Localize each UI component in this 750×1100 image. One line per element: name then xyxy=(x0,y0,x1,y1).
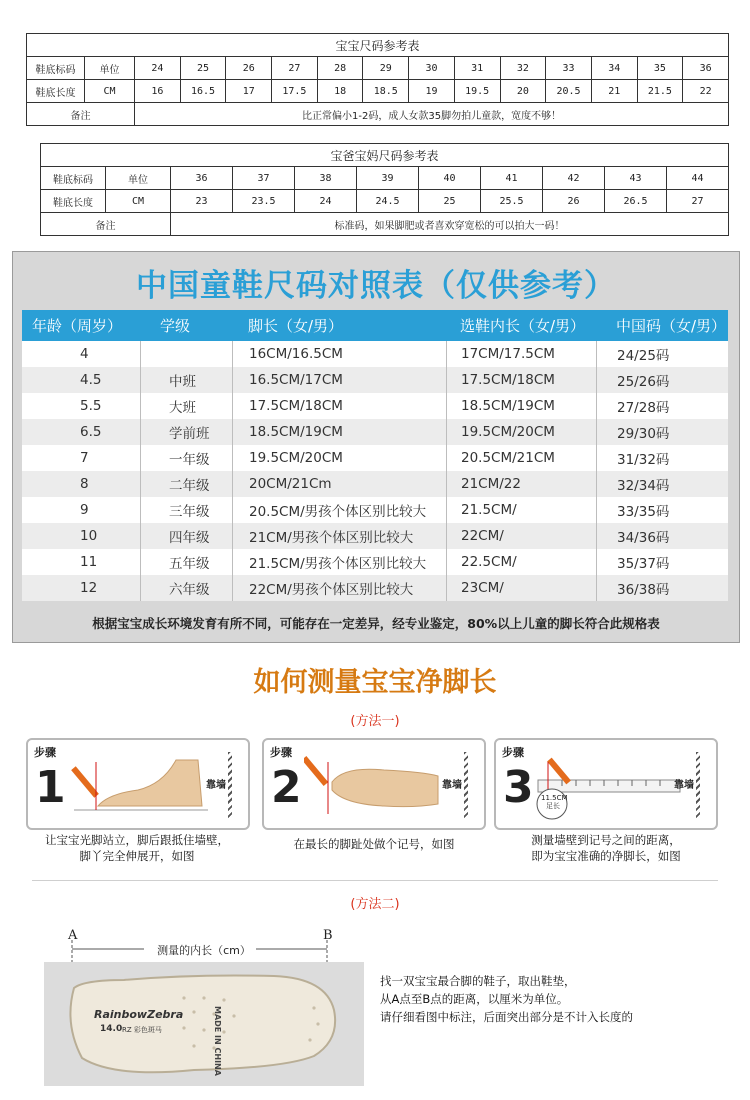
parent-size-table xyxy=(40,143,729,236)
row-label: 鞋底标码 xyxy=(27,57,85,80)
step-2-panel xyxy=(262,738,486,830)
inner-length-cell: 17.5CM/18CM xyxy=(446,367,596,393)
foot-length-cell: 16CM/16.5CM xyxy=(232,341,446,367)
grade-cell: 六年级 xyxy=(140,575,232,601)
size-cell: 31 xyxy=(454,57,500,80)
unit-label: CM xyxy=(85,80,135,103)
tag-value: 11.5CM xyxy=(541,794,568,802)
table-row xyxy=(22,341,728,367)
size-cell: 42 xyxy=(543,167,605,190)
grade-cell: 五年级 xyxy=(140,549,232,575)
grade-cell: 一年级 xyxy=(140,445,232,471)
foot-length-cell: 16.5CM/17CM xyxy=(232,367,446,393)
unit-label: 单位 xyxy=(106,167,171,190)
age-cell: 4 xyxy=(80,346,89,362)
unit-label: 单位 xyxy=(85,57,135,80)
table-row xyxy=(22,419,728,445)
method-two-desc-1: 找一双宝宝最合脚的鞋子，取出鞋垫， xyxy=(380,974,576,988)
size-cell: 24.5 xyxy=(357,190,419,213)
header-inner-length: 选鞋内长（女/男） xyxy=(460,317,586,335)
size-cell: 16 xyxy=(135,80,181,103)
grade-cell: 中班 xyxy=(140,367,232,393)
unit-label: CM xyxy=(106,190,171,213)
china-size-cell: 29/30码 xyxy=(596,419,728,445)
grade-cell: 大班 xyxy=(140,393,232,419)
step-1-panel xyxy=(26,738,250,830)
wall-label: 靠墙 xyxy=(206,780,226,791)
baby-table-note: 比正常偏小1-2码，成人女款35脚勿拍儿童款，宽度不够！ xyxy=(135,103,729,126)
header-age: 年龄（周岁） xyxy=(32,317,123,335)
table-row xyxy=(22,471,728,497)
insole-made-in: MADE IN CHINA xyxy=(213,1006,222,1076)
table-row xyxy=(22,393,728,419)
inner-length-cell: 21CM/22 xyxy=(446,471,596,497)
baby-table-title: 宝宝尺码参考表 xyxy=(27,34,729,57)
china-size-cell: 32/34码 xyxy=(596,471,728,497)
baby-size-table xyxy=(26,33,729,126)
size-cell: 18 xyxy=(317,80,363,103)
caption-line: 脚丫完全伸展开，如图 xyxy=(79,849,195,863)
size-cell: 23 xyxy=(171,190,233,213)
size-cell: 25 xyxy=(419,190,481,213)
age-cell: 4.5 xyxy=(80,372,102,388)
age-cell: 9 xyxy=(80,502,89,518)
inner-length-cell: 22.5CM/ xyxy=(446,549,596,575)
inner-length-label: 测量的内长（cm） xyxy=(157,944,251,957)
foot-length-cell: 18.5CM/19CM xyxy=(232,419,446,445)
wall-label: 靠墙 xyxy=(674,780,694,791)
caption-line: 在最长的脚趾处做个记号，如图 xyxy=(293,837,455,851)
china-size-cell: 24/25码 xyxy=(596,341,728,367)
step-2-caption xyxy=(262,836,486,852)
size-cell: 20.5 xyxy=(546,80,592,103)
header-grade: 学级 xyxy=(160,317,191,335)
insole-sub: RZ 彩色斑马 xyxy=(122,1026,162,1034)
size-cell: 23.5 xyxy=(233,190,295,213)
insole-graphic xyxy=(44,928,364,1088)
step-number: 3 xyxy=(503,762,534,813)
size-cell: 40 xyxy=(419,167,481,190)
size-cell: 26 xyxy=(226,57,272,80)
caption-line: 让宝宝光脚站立，脚后跟抵住墙壁， xyxy=(45,833,229,847)
foot-length-cell: 22CM/男孩个体区别比较大 xyxy=(232,575,446,601)
size-cell: 17 xyxy=(226,80,272,103)
inner-length-cell: 22CM/ xyxy=(446,523,596,549)
china-size-cell: 25/26码 xyxy=(596,367,728,393)
wall-marker xyxy=(696,752,700,818)
size-cell: 20 xyxy=(500,80,546,103)
age-cell: 5.5 xyxy=(80,398,102,414)
method-two-label: (方法二) xyxy=(350,897,400,912)
row-label: 鞋底标码 xyxy=(41,167,106,190)
step-number: 1 xyxy=(35,762,66,813)
wall-marker xyxy=(464,752,468,818)
size-cell: 26 xyxy=(543,190,605,213)
age-cell: 6.5 xyxy=(80,424,102,440)
step-number: 2 xyxy=(271,762,302,813)
insole-brand: RainbowZebra xyxy=(94,1008,184,1021)
size-cell: 27 xyxy=(272,57,318,80)
size-cell: 30 xyxy=(409,57,455,80)
china-size-cell: 36/38码 xyxy=(596,575,728,601)
size-cell: 33 xyxy=(546,57,592,80)
china-table-note: 根据宝宝成长环境发育有所不同，可能存在一定差异，经专业鉴定，80%以上儿童的脚长符合此规格表 xyxy=(92,616,660,631)
size-cell: 38 xyxy=(295,167,357,190)
size-cell: 36 xyxy=(171,167,233,190)
china-table-title: 中国童鞋尺码对照表（仅供参考） xyxy=(136,268,616,304)
size-cell: 17.5 xyxy=(272,80,318,103)
size-cell: 25 xyxy=(180,57,226,80)
foot-length-cell: 19.5CM/20CM xyxy=(232,445,446,471)
grade-cell xyxy=(140,341,232,367)
size-cell: 18.5 xyxy=(363,80,409,103)
table-header xyxy=(22,310,728,341)
table-row xyxy=(22,367,728,393)
size-cell: 26.5 xyxy=(605,190,667,213)
age-cell: 7 xyxy=(80,450,89,466)
measure-tag xyxy=(541,794,568,810)
size-cell: 32 xyxy=(500,57,546,80)
inner-length-cell: 20.5CM/21CM xyxy=(446,445,596,471)
china-size-cell: 35/37码 xyxy=(596,549,728,575)
size-cell: 43 xyxy=(605,167,667,190)
point-a-label: A xyxy=(68,928,78,943)
size-cell: 27 xyxy=(667,190,729,213)
section-divider xyxy=(32,880,718,881)
step-label: 步骤 xyxy=(34,746,56,759)
grade-cell: 四年级 xyxy=(140,523,232,549)
point-b-label: B xyxy=(323,928,333,943)
inner-length-cell: 23CM/ xyxy=(446,575,596,601)
method-two-desc-3: 请仔细看图中标注，后面突出部分是不计入长度的 xyxy=(380,1010,633,1024)
parent-table-title: 宝爸宝妈尺码参考表 xyxy=(41,144,729,167)
method-two-desc-2: 从A点至B点的距离，以厘米为单位。 xyxy=(380,992,569,1006)
row-label: 鞋底长度 xyxy=(27,80,85,103)
foot-length-cell: 20CM/21Cm xyxy=(232,471,446,497)
step-3-caption xyxy=(494,832,718,864)
grade-cell: 学前班 xyxy=(140,419,232,445)
ruler-illustration xyxy=(536,754,686,822)
size-cell: 25.5 xyxy=(481,190,543,213)
tag-label: 足长 xyxy=(546,802,560,810)
note-label: 备注 xyxy=(41,213,171,236)
table-row xyxy=(22,523,728,549)
china-size-cell: 31/32码 xyxy=(596,445,728,471)
size-cell: 29 xyxy=(363,57,409,80)
table-row xyxy=(22,445,728,471)
wall-label: 靠墙 xyxy=(442,780,462,791)
foot-length-cell: 21.5CM/男孩个体区别比较大 xyxy=(232,549,446,575)
size-cell: 44 xyxy=(667,167,729,190)
size-cell: 24 xyxy=(295,190,357,213)
foot-length-cell: 21CM/男孩个体区别比较大 xyxy=(232,523,446,549)
size-cell: 34 xyxy=(591,57,637,80)
grade-cell: 三年级 xyxy=(140,497,232,523)
age-cell: 10 xyxy=(80,528,98,544)
method-one-label: (方法一) xyxy=(350,714,400,729)
age-cell: 11 xyxy=(80,554,98,570)
size-cell: 35 xyxy=(637,57,683,80)
china-size-cell: 27/28码 xyxy=(596,393,728,419)
measure-title: 如何测量宝宝净脚长 xyxy=(253,667,497,698)
insole-illustration xyxy=(44,928,364,1088)
parent-table-note: 标准码，如果脚肥或者喜欢穿宽松的可以拍大一码！ xyxy=(171,213,729,236)
insole-size: 14.0 xyxy=(100,1024,123,1034)
size-cell: 24 xyxy=(135,57,181,80)
header-foot-length: 脚长（女/男） xyxy=(248,317,344,335)
foot-length-cell: 17.5CM/18CM xyxy=(232,393,446,419)
size-cell: 41 xyxy=(481,167,543,190)
inner-length-cell: 17CM/17.5CM xyxy=(446,341,596,367)
china-size-cell: 34/36码 xyxy=(596,523,728,549)
grade-cell: 二年级 xyxy=(140,471,232,497)
china-size-cell: 33/35码 xyxy=(596,497,728,523)
table-row xyxy=(22,497,728,523)
table-row xyxy=(22,549,728,575)
size-cell: 19.5 xyxy=(454,80,500,103)
size-cell: 21.5 xyxy=(637,80,683,103)
age-cell: 8 xyxy=(80,476,89,492)
china-size-panel xyxy=(12,251,740,643)
step-1-caption xyxy=(24,832,250,864)
size-cell: 22 xyxy=(683,80,729,103)
wall-marker xyxy=(228,752,232,818)
foot-side-illustration xyxy=(68,754,218,822)
size-cell: 37 xyxy=(233,167,295,190)
inner-length-cell: 21.5CM/ xyxy=(446,497,596,523)
size-cell: 28 xyxy=(317,57,363,80)
caption-line: 即为宝宝准确的净脚长，如图 xyxy=(531,849,681,863)
table-row xyxy=(22,575,728,601)
size-cell: 19 xyxy=(409,80,455,103)
header-china-size: 中国码（女/男） xyxy=(616,317,727,335)
inner-length-cell: 19.5CM/20CM xyxy=(446,419,596,445)
size-cell: 21 xyxy=(591,80,637,103)
foot-top-illustration xyxy=(304,754,454,822)
step-label: 步骤 xyxy=(270,746,292,759)
note-label: 备注 xyxy=(27,103,135,126)
size-cell: 36 xyxy=(683,57,729,80)
caption-line: 测量墙壁到记号之间的距离， xyxy=(531,833,681,847)
size-cell: 16.5 xyxy=(180,80,226,103)
inner-length-cell: 18.5CM/19CM xyxy=(446,393,596,419)
size-cell: 39 xyxy=(357,167,419,190)
china-size-table xyxy=(22,310,728,601)
step-label: 步骤 xyxy=(502,746,524,759)
step-3-panel xyxy=(494,738,718,830)
row-label: 鞋底长度 xyxy=(41,190,106,213)
age-cell: 12 xyxy=(80,580,98,596)
foot-length-cell: 20.5CM/男孩个体区别比较大 xyxy=(232,497,446,523)
